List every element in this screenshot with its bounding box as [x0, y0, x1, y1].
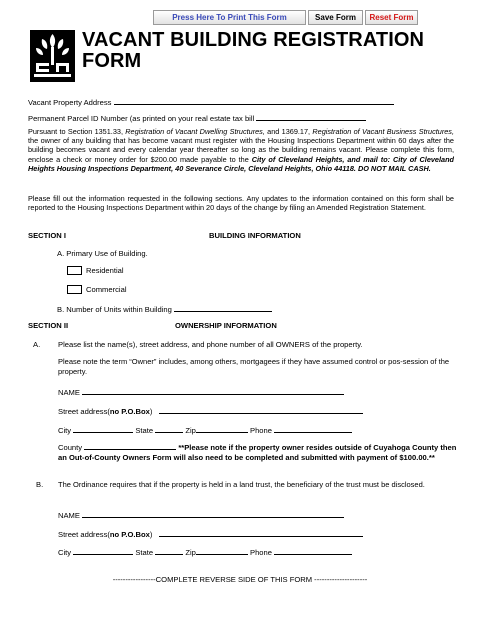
trust-street-label: Street address(no P.O.Box): [58, 530, 153, 539]
city-tree-logo-icon: [30, 30, 75, 82]
trust-zip-field[interactable]: [196, 546, 248, 555]
owner-state-label: State: [135, 426, 154, 435]
trust-street-field[interactable]: [159, 528, 363, 537]
owner-zip-field[interactable]: [196, 424, 248, 433]
owner-county-label: County: [58, 443, 83, 452]
address-field[interactable]: [114, 96, 394, 105]
save-button[interactable]: Save Form: [308, 10, 363, 25]
reverse-side-footer: -----------------COMPLETE REVERSE SIDE OF THIS FORM ---------------------: [112, 575, 368, 584]
residential-label: Residential: [86, 266, 124, 275]
owner-name-label: NAME: [58, 388, 80, 397]
land-trust-instruction: The Ordinance requires that if the property is held in a land trust, the beneficiary of the trust must be disclosed.: [58, 480, 425, 489]
units-label: B. Number of Units within Building: [57, 305, 172, 314]
section2-heading: OWNERSHIP INFORMATION: [175, 321, 277, 330]
owner-street-row: [58, 405, 363, 416]
trust-zip-label: Zip: [185, 548, 196, 557]
parcel-field[interactable]: [256, 112, 366, 121]
title-line-2: FORM: [82, 50, 142, 72]
owner-name-row: [58, 386, 344, 397]
units-field[interactable]: [174, 303, 272, 312]
county-note-block: [58, 441, 458, 463]
residential-checkbox[interactable]: [67, 266, 82, 275]
form-title: [82, 30, 442, 72]
units-row: [57, 303, 272, 314]
address-label: Vacant Property Address: [28, 98, 112, 107]
form-toolbar: [153, 10, 418, 26]
owner-phone-label: Phone: [250, 426, 272, 435]
title-line-1: VACANT BUILDING REGISTRATION: [82, 29, 425, 51]
trust-phone-field[interactable]: [274, 546, 352, 555]
trust-street-row: [58, 528, 363, 539]
intro-text-a: Pursuant to Section 1351.33,: [28, 127, 126, 136]
county-note: **Please note if the property owner resides outside of Cuyahoga County then an Out-of-County Owners Form will also need to be completed and submitted with payment of $100.00.**: [58, 443, 457, 462]
owner-street-field[interactable]: [159, 405, 363, 414]
owner-city-row: [58, 424, 352, 435]
owners-instruction: Please list the name(s), street address, and phone number of all OWNERS of the property.: [58, 340, 363, 349]
address-row: [28, 96, 394, 107]
intro-paragraph: [28, 127, 454, 173]
trust-city-label: City: [58, 548, 72, 557]
intro-mailing-instructions: City of Cleveland Heights, and mail to: City of Cleveland Heights Housing Inspections Department, 40 Severance Circle, Cleveland Heights, Ohio 44118. DO NOT MAIL CASH.: [28, 154, 454, 173]
owner-city-label: City: [58, 426, 72, 435]
commercial-label: Commercial: [86, 285, 127, 294]
owner-phone-field[interactable]: [274, 424, 352, 433]
section1-heading: BUILDING INFORMATION: [209, 231, 301, 240]
trust-state-field[interactable]: [155, 546, 183, 555]
trust-state-label: State: [135, 548, 154, 557]
trust-phone-label: Phone: [250, 548, 272, 557]
print-button[interactable]: Press Here To Print This Form: [153, 10, 306, 25]
owner-zip-label: Zip: [185, 426, 196, 435]
commercial-checkbox[interactable]: [67, 285, 82, 294]
trust-name-row: [58, 509, 344, 520]
owner-name-field[interactable]: [82, 386, 344, 395]
instructions-paragraph: Please fill out the information requested in the following sections. Any updates to the information contained on this form shall be reported to the Housing Inspections Department within 20 days of the change by filing an Amended Registration Statement.: [28, 194, 454, 213]
land-trust-marker: B.: [36, 480, 44, 489]
owner-city-field[interactable]: [73, 424, 133, 433]
intro-ordinance-1: Registration of Vacant Dwelling Structures,: [125, 127, 265, 136]
intro-text-e: the owner of any building that has become vacant must register with the Housing Inspections Department within 60 days after the building becomes vacant and every calendar year thereafter so long as the building remains vacant. Please complete this form, enclose a check or money order for $200.00 made payable to the: [28, 136, 454, 164]
parcel-row: [28, 112, 366, 123]
trust-name-label: NAME: [58, 511, 80, 520]
intro-text-c: and 1369.17,: [264, 127, 313, 136]
intro-ordinance-2: Registration of Vacant Business Structures,: [312, 127, 454, 136]
owner-county-field[interactable]: [84, 441, 176, 450]
reset-button[interactable]: Reset Form: [365, 10, 418, 25]
trust-name-field[interactable]: [82, 509, 344, 518]
trust-city-field[interactable]: [73, 546, 133, 555]
section1-label: SECTION I: [28, 231, 66, 240]
owner-state-field[interactable]: [155, 424, 183, 433]
primary-use-label: A. Primary Use of Building.: [57, 249, 148, 258]
owner-street-label: Street address(no P.O.Box): [58, 407, 153, 416]
owners-marker: A.: [33, 340, 41, 349]
owner-term-note: Please note the term “Owner” includes, among others, mortgagees if they have assumed control or pos-session of the property.: [58, 357, 450, 376]
trust-city-row: [58, 546, 352, 557]
parcel-label: Permanent Parcel ID Number (as printed on your real estate tax bill: [28, 114, 255, 123]
section2-label: SECTION II: [28, 321, 69, 330]
